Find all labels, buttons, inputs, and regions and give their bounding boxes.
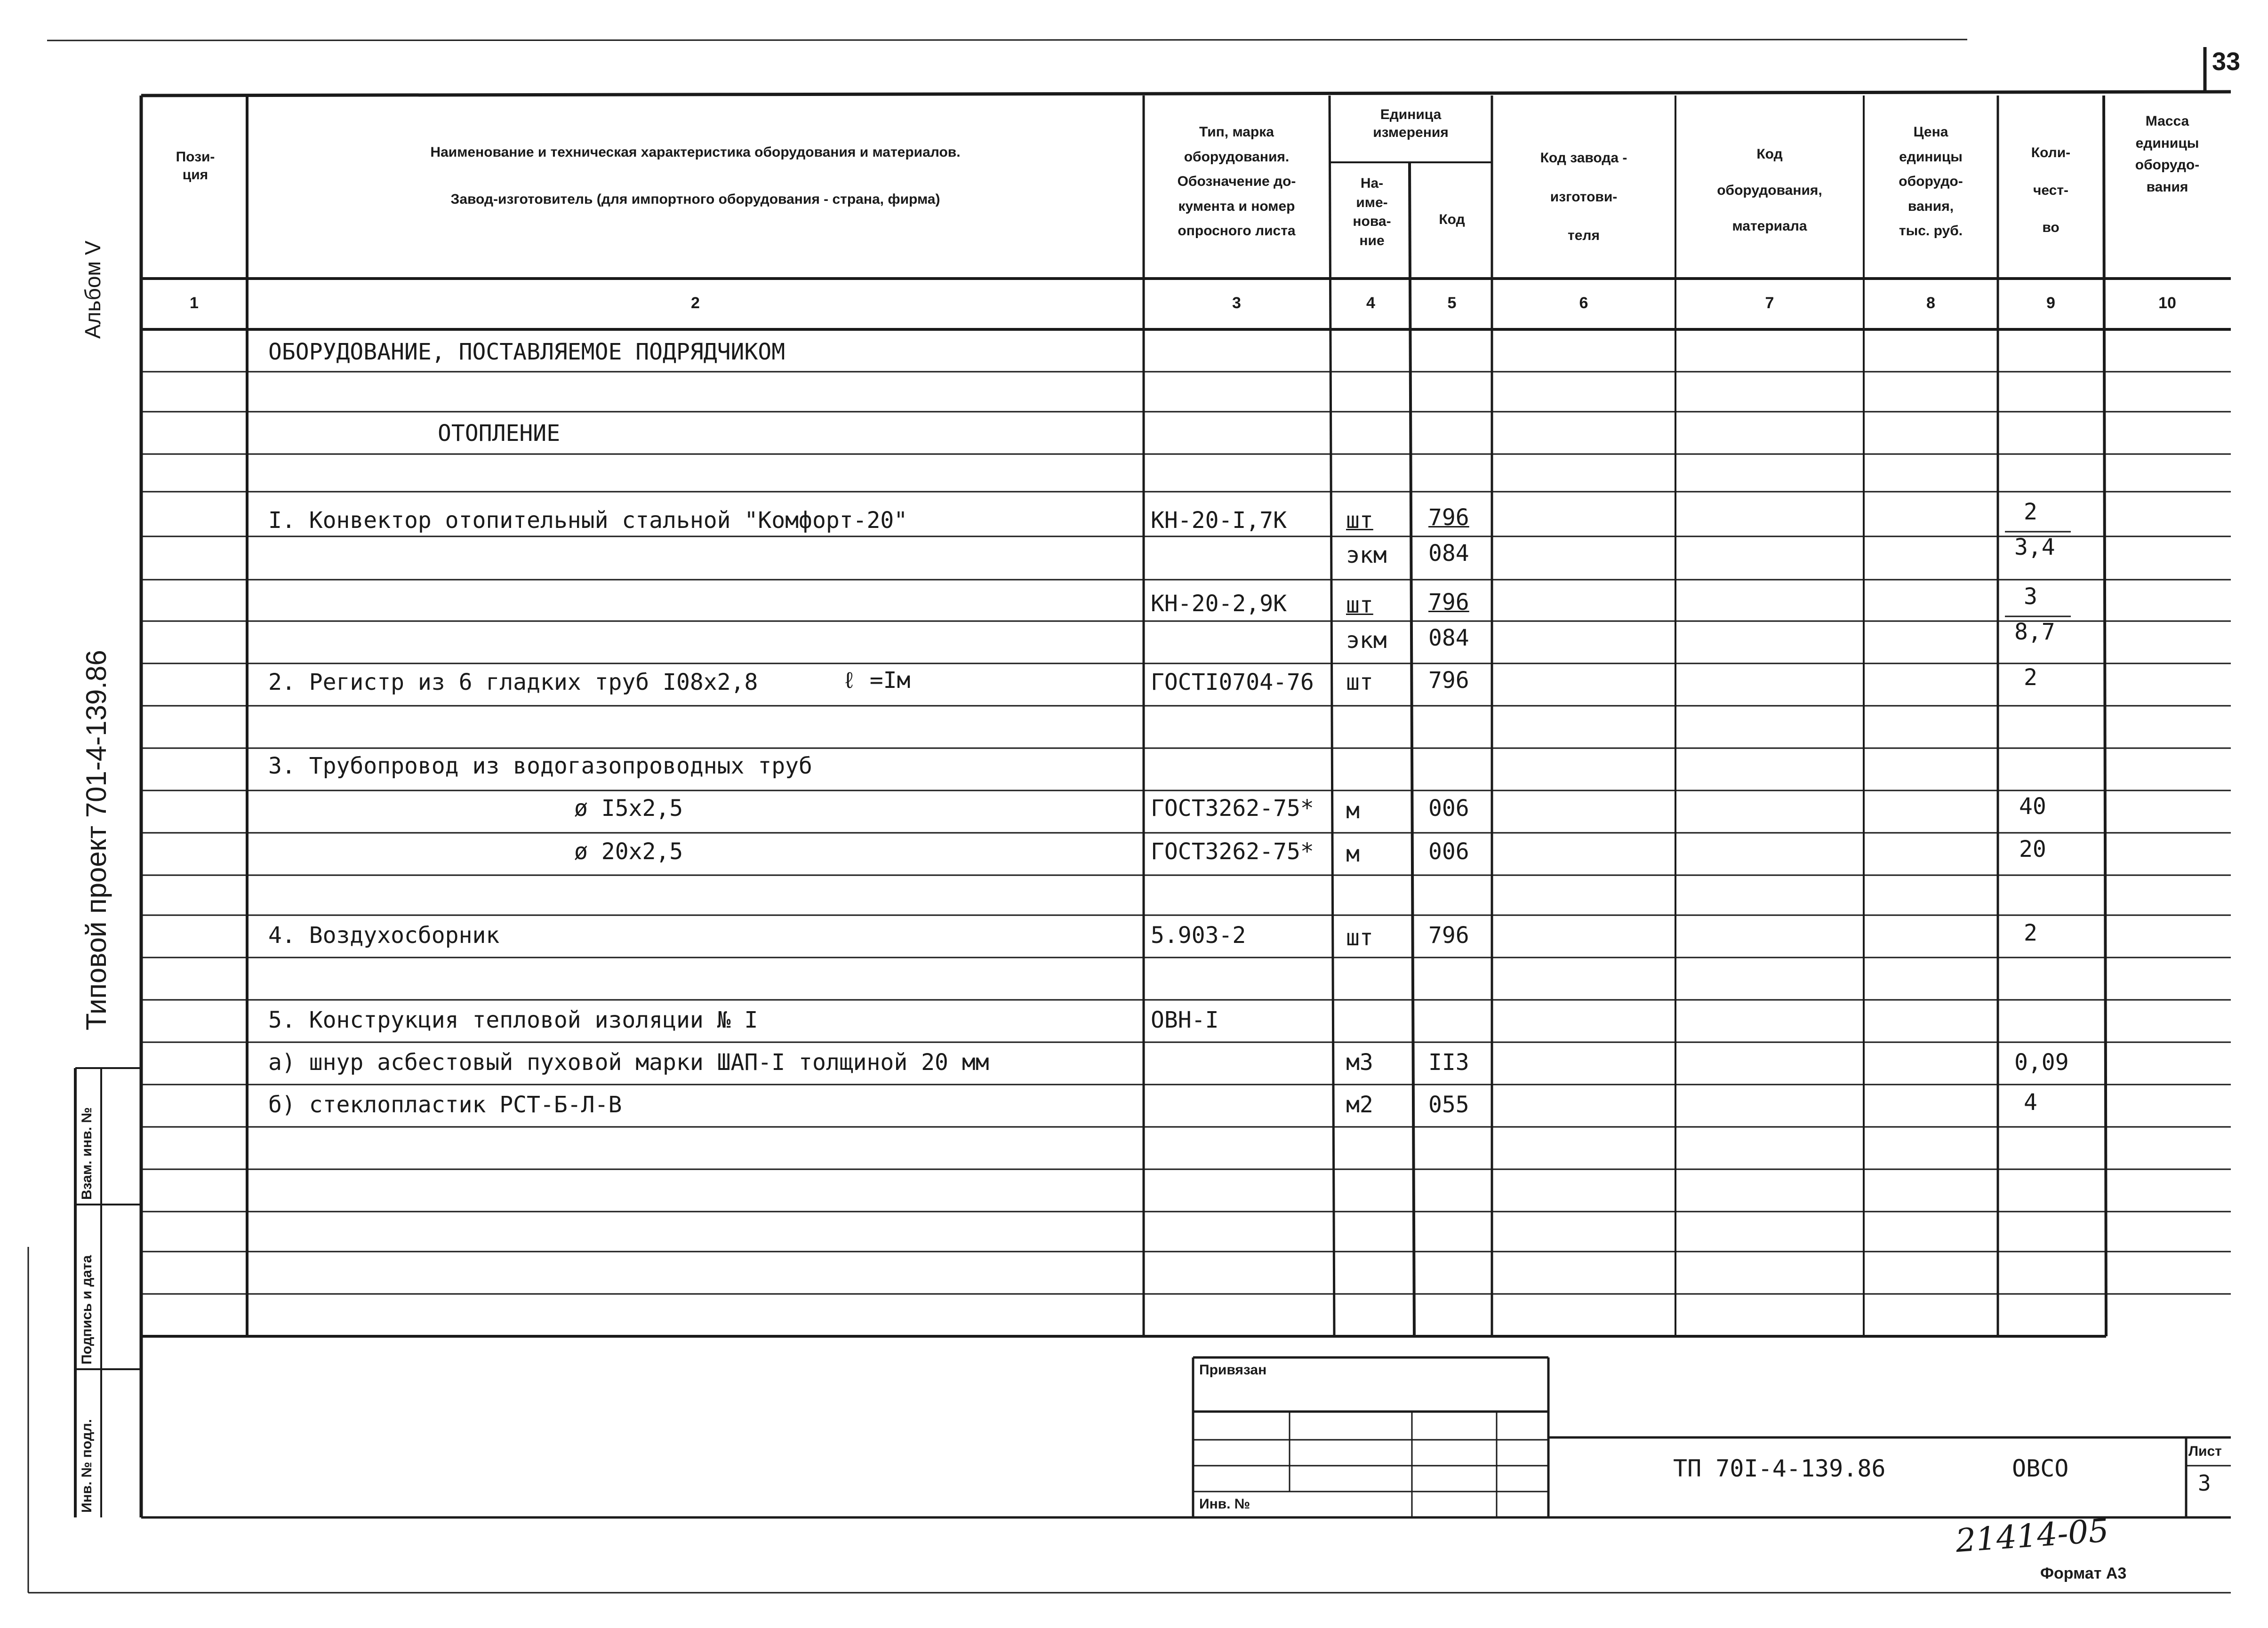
row3b-unit: м [1346,841,1360,867]
row5a-qty: 0,09 [2014,1049,2069,1076]
stamp-sheet-number: 3 [2198,1470,2211,1496]
row2-type: ГОСТI0704-76 [1151,669,1314,695]
header-equipment-code: Код оборудования, материала [1717,146,1822,234]
header-name-line2: Завод-изготовитель (для импортного оборудования - страна, фирма) [450,192,940,207]
row1-qty-a: 2 [2024,499,2037,525]
row1b-type: КН-20-2,9К [1151,591,1287,617]
row3-name: 3. Трубопровод из водогазопроводных труб [268,753,812,779]
side-album-title: Альбом V [80,240,105,339]
row3b-code: 006 [1428,838,1469,865]
stamp-mark: ОВСО [2012,1455,2069,1482]
header-factory-code: Код завода - изготови- теля [1540,150,1627,243]
row1-unit-b: экм [1346,542,1387,568]
row5a-code: II3 [1428,1049,1469,1076]
row5a-name: а) шнур асбестовый пуховой марки ШАП-I толщиной 20 мм [268,1049,989,1076]
col-number-7: 7 [1765,294,1774,312]
header-type: Тип, марка оборудования. Обозначение до- кумента и номер опросного листа [1177,124,1296,239]
stamp-replacement-inv: Взам. инв. № [79,1107,95,1200]
row1-qty-b: 3,4 [2014,534,2055,560]
header-unit-code: Код [1439,212,1465,227]
page-number: 33 [2212,48,2241,76]
row5-name: 5. Конструкция тепловой изоляции № I [268,1007,758,1033]
stamp-bound: Привязан [1199,1362,1267,1378]
row1b-code-a: 796 [1428,589,1469,615]
row3a-name: ø I5х2,5 [574,795,683,822]
row4-type: 5.903-2 [1151,922,1246,949]
row5b-name: б) стеклопластик РСТ-Б-Л-В [268,1092,622,1118]
col-number-4: 4 [1366,294,1375,312]
row5a-unit: м3 [1346,1049,1373,1076]
row4-name: 4. Воздухосборник [268,922,500,949]
row4-qty: 2 [2024,920,2037,946]
header-position: Пози- ция [176,149,215,183]
col-number-2: 2 [691,294,700,312]
stamp-doc-code: ТП 70I-4-139.86 [1673,1455,1886,1482]
header-mass: Масса единицы оборудо- вания [2135,113,2200,195]
row3b-name: ø 20х2,5 [574,838,683,865]
row1-type: КН-20-I,7К [1151,507,1287,534]
row4-code: 796 [1428,922,1469,949]
row2-unit: шт [1346,669,1373,695]
row2-qty: 2 [2024,664,2037,691]
row5b-qty: 4 [2024,1089,2037,1116]
row2-name: 2. Регистр из 6 гладких труб I08х2,8 [268,669,758,695]
row1b-code-b: 084 [1428,625,1469,651]
row1-code-a: 796 [1428,504,1469,531]
col-number-6: 6 [1579,294,1588,312]
row2-length: ℓ =Iм [842,667,911,694]
row1-name: I. Конвектор отопительный стальной "Комфорт-20" [268,507,908,534]
col-number-5: 5 [1447,294,1457,312]
header-unit-name: На- име- нова- ние [1353,176,1391,248]
row1b-unit-b: экм [1346,627,1387,654]
row1b-unit-a: шт [1346,592,1373,618]
row3b-qty: 20 [2019,836,2046,862]
col-number-8: 8 [1926,294,1935,312]
stamp-inv: Инв. № [1199,1496,1250,1512]
handwritten-number: 21414-05 [1954,1512,2110,1560]
row3a-code: 006 [1428,795,1469,822]
side-project-title: Типовой проект 701-4-139.86 [80,650,112,1030]
row5-type: ОВН-I [1151,1007,1219,1033]
header-price: Цена единицы оборудо- вания, тыс. руб. [1899,124,1963,239]
col-number-9: 9 [2046,294,2055,312]
row3a-qty: 40 [2019,793,2046,820]
row4-unit: шт [1346,925,1373,951]
row5b-code: 055 [1428,1092,1469,1118]
row2-code: 796 [1428,667,1469,694]
col-number-10: 10 [2158,294,2176,312]
row1b-qty-a: 3 [2024,583,2037,610]
format-label: Формат А3 [2040,1564,2127,1582]
header-quantity: Коли- чест- во [2031,145,2071,235]
row5b-unit: м2 [1346,1092,1373,1118]
row3b-type: ГОСТ3262-75* [1151,838,1314,865]
col-number-1: 1 [190,294,199,312]
header-unit: Единица измерения [1373,107,1449,140]
row1b-qty-b: 8,7 [2014,619,2055,645]
header-name-line1: Наименование и техническая характеристика оборудования и материалов. [430,144,961,160]
stamp-sheet-label: Лист [2188,1444,2222,1459]
col-number-3: 3 [1232,294,1241,312]
row1-unit-a: шт [1346,507,1373,534]
row3a-unit: м [1346,798,1360,824]
stamp-signature-date: Подпись и дата [79,1255,95,1365]
row1-code-b: 084 [1428,540,1469,567]
subsection-title: ОТОПЛЕНИЕ [438,420,561,447]
row3a-type: ГОСТ3262-75* [1151,795,1314,822]
stamp-original-inv: Инв. № подл. [79,1419,95,1513]
section-title: ОБОРУДОВАНИЕ, ПОСТАВЛЯЕМОЕ ПОДРЯДЧИКОМ [268,339,785,365]
